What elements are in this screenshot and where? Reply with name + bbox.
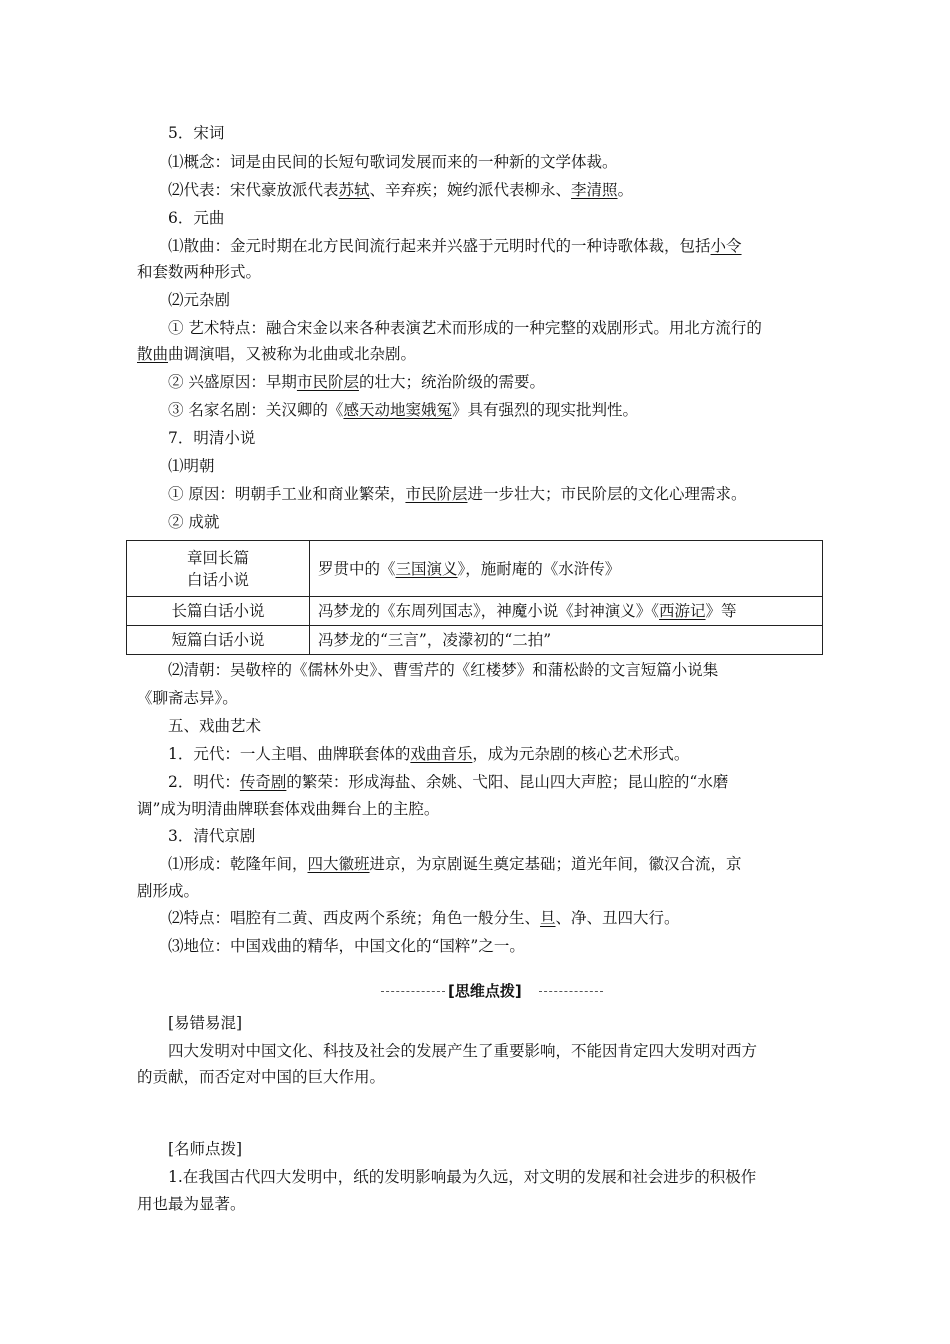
text: ⑵代表：宋代豪放派代表 bbox=[168, 181, 339, 199]
blank-answer: 散曲 bbox=[137, 345, 169, 363]
text: ，成为元杂剧的核心艺术形式。 bbox=[472, 745, 690, 763]
table-row bbox=[127, 597, 823, 626]
text: 冯梦龙的《东周列国志》，神魔小说《封神演义》《 bbox=[318, 602, 660, 620]
text: 进一步壮大；市民阶层的文化心理需求。 bbox=[467, 485, 747, 503]
peking-status: ⑶地位：中国戏曲的精华，中国文化的“国粹”之一。 bbox=[168, 937, 525, 955]
section-5-representatives bbox=[0, 179, 950, 201]
text: 、辛弃疾；婉约派代表柳永、 bbox=[369, 181, 572, 199]
table-value bbox=[310, 597, 823, 626]
text: 进京，为京剧诞生奠定基础；道光年间，徽汉合流，京 bbox=[369, 855, 742, 873]
text: 》具有强烈的现实批判性。 bbox=[451, 401, 638, 419]
text: 》，施耐庵的《水浒传》 bbox=[457, 559, 621, 578]
ming-achievement: ② 成就 bbox=[168, 513, 220, 531]
blank-answer: 感天动地窦娥冤 bbox=[343, 401, 452, 419]
tip-label-errors: [易错易混] bbox=[168, 1014, 243, 1032]
zaju-subheading: ⑵元杂剧 bbox=[168, 291, 231, 309]
blank-answer: 西游记 bbox=[659, 602, 706, 620]
blank-answer: 李清照 bbox=[571, 181, 618, 199]
sanqu-line-1 bbox=[0, 235, 950, 257]
zaju-art-line-1: ① 艺术特点：融合宋金以来各种表演艺术而形成的一种完整的戏剧形式。用北方流行的 bbox=[168, 319, 762, 337]
tip-errors-line-1: 四大发明对中国文化、科技及社会的发展产生了重要影响，不能因肯定四大发明对西方 bbox=[168, 1042, 758, 1060]
table-row bbox=[127, 626, 823, 655]
text: 的繁荣：形成海盐、余姚、弋阳、昆山四大声腔；昆山腔的“水磨 bbox=[286, 773, 729, 791]
section-6-heading: 6．元曲 bbox=[168, 209, 225, 227]
tip-teacher-line-2: 用也最为显著。 bbox=[137, 1195, 246, 1213]
text: ⑵特点：唱腔有二黄、西皮两个系统；角色一般分生、 bbox=[168, 909, 541, 927]
text: 2．明代： bbox=[168, 773, 240, 791]
peking-opera-heading: 3．清代京剧 bbox=[168, 827, 256, 845]
opera-ming-line-2: 调”成为明清曲牌联套体戏曲舞台上的主腔。 bbox=[137, 800, 440, 818]
text: 》等 bbox=[705, 602, 737, 620]
section-7-heading: 7．明清小说 bbox=[168, 429, 256, 447]
divider-title: [思维点拨] bbox=[448, 982, 522, 1000]
zaju-art-line-2 bbox=[0, 343, 950, 365]
blank-answer: 苏轼 bbox=[338, 181, 370, 199]
peking-formation-line-2: 剧形成。 bbox=[137, 882, 200, 900]
opera-ming-line-1 bbox=[0, 771, 950, 793]
dashed-rule bbox=[381, 991, 445, 992]
tip-teacher-line-1: 1.在我国古代四大发明中，纸的发明影响最为久远，对文明的发展和社会进步的积极作 bbox=[168, 1168, 757, 1186]
text: ⑴形成：乾隆年间， bbox=[168, 855, 308, 873]
peking-features bbox=[0, 907, 950, 929]
text: 章回长篇 bbox=[186, 548, 249, 567]
text: 罗贯中的《 bbox=[318, 559, 396, 578]
section-5-heading: 5．宋词 bbox=[168, 124, 225, 142]
table-key bbox=[127, 541, 310, 597]
opera-heading: 五、戏曲艺术 bbox=[168, 717, 262, 735]
text: 曲调演唱，又被称为北曲或北杂剧。 bbox=[168, 345, 417, 363]
blank-answer: 市民阶层 bbox=[296, 373, 359, 391]
opera-yuan bbox=[0, 743, 950, 765]
zaju-famous bbox=[0, 399, 950, 421]
text: 、净、丑四大行。 bbox=[555, 909, 680, 927]
text: ② 兴盛原因：早期 bbox=[168, 373, 297, 391]
zaju-rise bbox=[0, 371, 950, 393]
dashed-rule bbox=[539, 991, 603, 992]
table-value bbox=[310, 541, 823, 597]
blank-answer: 市民阶层 bbox=[405, 485, 468, 503]
text: ① 原因：明朝手工业和商业繁荣， bbox=[168, 485, 406, 503]
section-5-concept: ⑴概念：词是由民间的长短句歌词发展而来的一种新的文学体裁。 bbox=[168, 153, 618, 171]
text: ③ 名家名剧：关汉卿的《 bbox=[168, 401, 344, 419]
blank-answer: 传奇剧 bbox=[239, 773, 287, 791]
qing-line-1: ⑵清朝：吴敬梓的《儒林外史》、曹雪芹的《红楼梦》和蒲松龄的文言短篇小说集 bbox=[168, 661, 719, 679]
text: 的壮大；统治阶级的需要。 bbox=[358, 373, 545, 391]
tip-label-teacher: [名师点拨] bbox=[168, 1140, 243, 1158]
table-key: 长篇白话小说 bbox=[127, 597, 310, 626]
sanqu-line-2: 和套数两种形式。 bbox=[137, 263, 262, 281]
table-value: 冯梦龙的“三言”，凌濛初的“二拍” bbox=[310, 626, 823, 655]
blank-answer: 旦 bbox=[540, 909, 556, 927]
blank-answer: 四大徽班 bbox=[307, 855, 370, 873]
blank-answer: 戏曲音乐 bbox=[410, 745, 473, 763]
text: 白话小说 bbox=[186, 570, 249, 589]
tip-errors-line-2: 的贡献，而否定对中国的巨大作用。 bbox=[137, 1068, 386, 1086]
text: ⑴散曲：金元时期在北方民间流行起来并兴盛于元明时代的一种诗歌体裁，包括 bbox=[168, 237, 711, 255]
table-row bbox=[127, 541, 823, 597]
text: 。 bbox=[617, 181, 634, 199]
section-divider bbox=[0, 980, 950, 1004]
novel-table bbox=[126, 540, 823, 655]
ming-reason bbox=[0, 483, 950, 505]
text: 1．元代：一人主唱、曲牌联套体的 bbox=[168, 745, 411, 763]
blank-answer: 三国演义 bbox=[395, 559, 458, 578]
table-key: 短篇白话小说 bbox=[127, 626, 310, 655]
blank-answer: 小令 bbox=[710, 237, 742, 255]
qing-line-2: 《聊斋志异》。 bbox=[137, 689, 238, 707]
ming-subheading: ⑴明朝 bbox=[168, 457, 215, 475]
peking-formation-line-1 bbox=[0, 853, 950, 875]
